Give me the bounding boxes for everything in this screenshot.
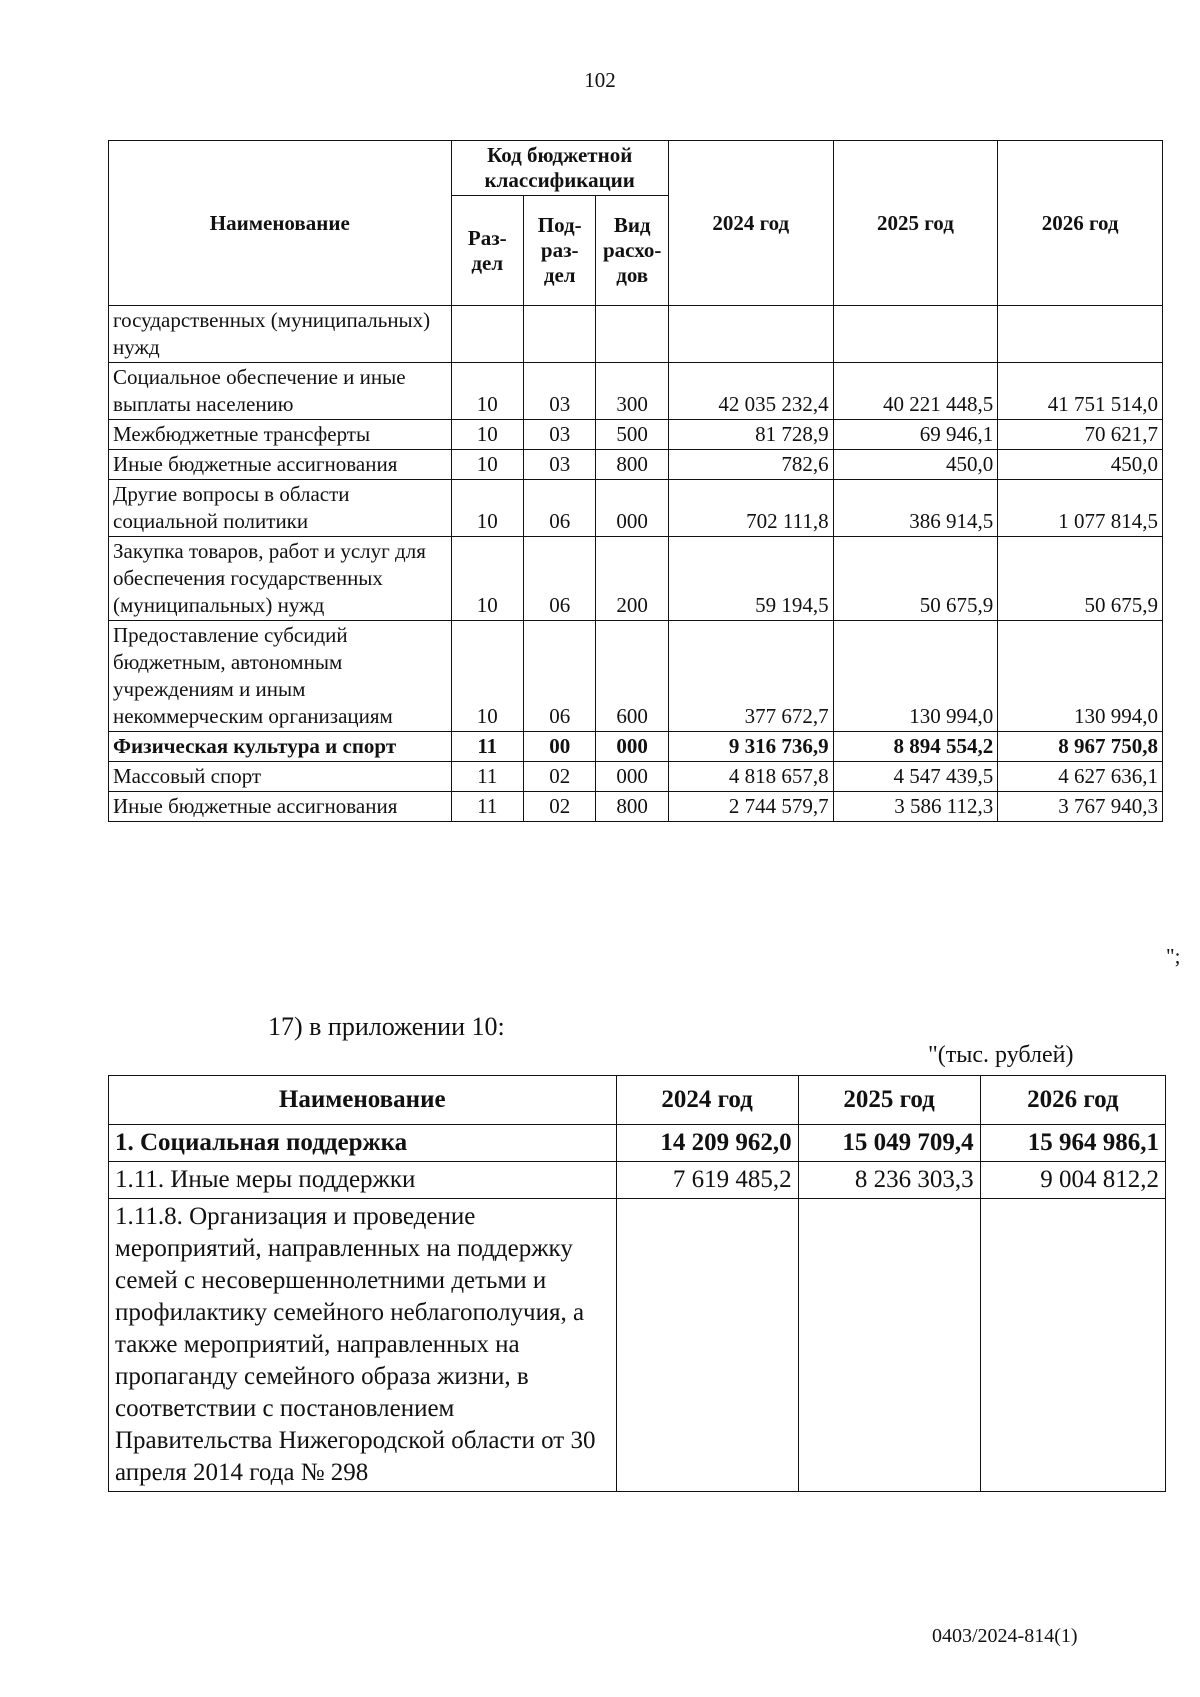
row-section: 10 [451,450,523,480]
row-value-2025: 8 894 554,2 [833,732,998,762]
section-intro: 17) в приложении 10: [268,1012,505,1041]
row-value-2025 [833,306,998,363]
table-row [109,1125,1166,1162]
row-name: Физическая культура и спорт [109,732,452,762]
budget-allocation-table [108,140,1163,822]
row-section: 10 [451,363,523,420]
row-name: Массовый спорт [109,762,452,792]
header-2025: 2025 год [833,141,998,306]
row-name: Закупка товаров, работ и услуг для обеспечения государственных (муниципальных) нужд [109,537,452,621]
header-budget-code: Код бюджетной классификации [451,141,668,196]
row-value-2024: 2 744 579,7 [668,792,833,822]
row-value-2025: 69 946,1 [833,420,998,450]
row-subsection: 03 [523,450,595,480]
row-section: 10 [451,480,523,537]
t2-header-name: Наименование [109,1076,617,1125]
table-row [109,537,1163,621]
row-name: Другие вопросы в области социальной политики [109,480,452,537]
row-name: Межбюджетные трансферты [109,420,452,450]
row-name: государственных (муниципальных) нужд [109,306,452,363]
header-section: Раз- дел [451,196,523,306]
header-name: Наименование [109,141,452,306]
row-subsection: 03 [523,420,595,450]
row-name: Предоставление субсидий бюджетным, автономным учреждениям и иным некоммерческим организациям [109,621,452,732]
row-value-2026: 9 004 812,2 [980,1162,1165,1199]
row-subsection: 02 [523,762,595,792]
row-value-2024 [668,306,833,363]
row-expense-type [596,306,668,363]
row-value-2026 [980,1199,1165,1492]
row-section: 10 [451,537,523,621]
row-subsection: 03 [523,363,595,420]
row-value-2026: 15 964 986,1 [980,1125,1165,1162]
table-row [109,621,1163,732]
row-expense-type: 800 [596,792,668,822]
table-row [109,1199,1166,1492]
row-value-2024: 4 818 657,8 [668,762,833,792]
row-value-2024: 782,6 [668,450,833,480]
row-section: 11 [451,762,523,792]
row-value-2025: 386 914,5 [833,480,998,537]
table-row [109,420,1163,450]
unit-note: "(тыс. рублей) [928,1042,1074,1068]
row-subsection [523,306,595,363]
row-expense-type: 000 [596,732,668,762]
row-expense-type: 300 [596,363,668,420]
row-value-2026: 8 967 750,8 [998,732,1163,762]
row-expense-type: 000 [596,480,668,537]
page-number: 102 [584,68,616,92]
row-value-2026: 130 994,0 [998,621,1163,732]
row-value-2025: 8 236 303,3 [798,1162,980,1199]
row-value-2025: 4 547 439,5 [833,762,998,792]
appendix10-table [108,1075,1166,1492]
t2-header-2024: 2024 год [616,1076,798,1125]
header-2024: 2024 год [668,141,833,306]
row-expense-type: 500 [596,420,668,450]
row-subsection: 02 [523,792,595,822]
row-value-2026: 70 621,7 [998,420,1163,450]
table-row [109,762,1163,792]
table-row [109,1162,1166,1199]
row-value-2024: 59 194,5 [668,537,833,621]
row-subsection: 06 [523,537,595,621]
row-value-2025: 3 586 112,3 [833,792,998,822]
row-name: 1. Социальная поддержка [109,1125,617,1162]
header-2026: 2026 год [998,141,1163,306]
row-value-2024: 81 728,9 [668,420,833,450]
row-expense-type: 200 [596,537,668,621]
row-expense-type: 600 [596,621,668,732]
row-value-2025: 130 994,0 [833,621,998,732]
budget-table-body [109,306,1163,822]
row-value-2026: 4 627 636,1 [998,762,1163,792]
row-subsection: 06 [523,621,595,732]
row-value-2025: 450,0 [833,450,998,480]
row-value-2025: 40 221 448,5 [833,363,998,420]
row-section: 10 [451,420,523,450]
table-row [109,306,1163,363]
t2-header-2026: 2026 год [980,1076,1165,1125]
row-name: 1.11. Иные меры поддержки [109,1162,617,1199]
row-value-2026: 50 675,9 [998,537,1163,621]
row-name: Иные бюджетные ассигнования [109,792,452,822]
header-expense-type: Вид расхо- дов [596,196,668,306]
row-value-2025 [798,1199,980,1492]
row-expense-type: 000 [596,762,668,792]
row-value-2024: 702 111,8 [668,480,833,537]
row-value-2026: 41 751 514,0 [998,363,1163,420]
row-value-2026: 450,0 [998,450,1163,480]
row-expense-type: 800 [596,450,668,480]
row-section [451,306,523,363]
table-row [109,480,1163,537]
row-value-2024: 7 619 485,2 [616,1162,798,1199]
row-value-2024: 42 035 232,4 [668,363,833,420]
table-row [109,732,1163,762]
row-subsection: 06 [523,480,595,537]
row-subsection: 00 [523,732,595,762]
row-value-2026: 3 767 940,3 [998,792,1163,822]
row-name: 1.11.8. Организация и проведение мероприятий, направленных на поддержку семей с несовершеннолетними детьми и профилактику семейного неблагополучия, а также мероприятий, направленных на пропаганду семейного образа жизни, в соответствии с постановлением Правительства Нижегородской области от 30 апреля 2014 года № 298 [109,1199,617,1492]
row-value-2024: 377 672,7 [668,621,833,732]
row-value-2025: 50 675,9 [833,537,998,621]
row-value-2026 [998,306,1163,363]
row-section: 10 [451,621,523,732]
row-value-2025: 15 049 709,4 [798,1125,980,1162]
table-row [109,363,1163,420]
header-subsection: Под- раз- дел [523,196,595,306]
row-name: Социальное обеспечение и иные выплаты населению [109,363,452,420]
row-section: 11 [451,792,523,822]
table-row [109,450,1163,480]
document-id: 0403/2024-814(1) [932,1625,1078,1647]
t2-header-2025: 2025 год [798,1076,980,1125]
row-value-2024: 14 209 962,0 [616,1125,798,1162]
table-row [109,792,1163,822]
closing-quote-mark: "; [1166,944,1181,968]
row-name: Иные бюджетные ассигнования [109,450,452,480]
appendix10-table-body [109,1125,1166,1492]
row-value-2024 [616,1199,798,1492]
row-value-2026: 1 077 814,5 [998,480,1163,537]
row-value-2024: 9 316 736,9 [668,732,833,762]
row-section: 11 [451,732,523,762]
